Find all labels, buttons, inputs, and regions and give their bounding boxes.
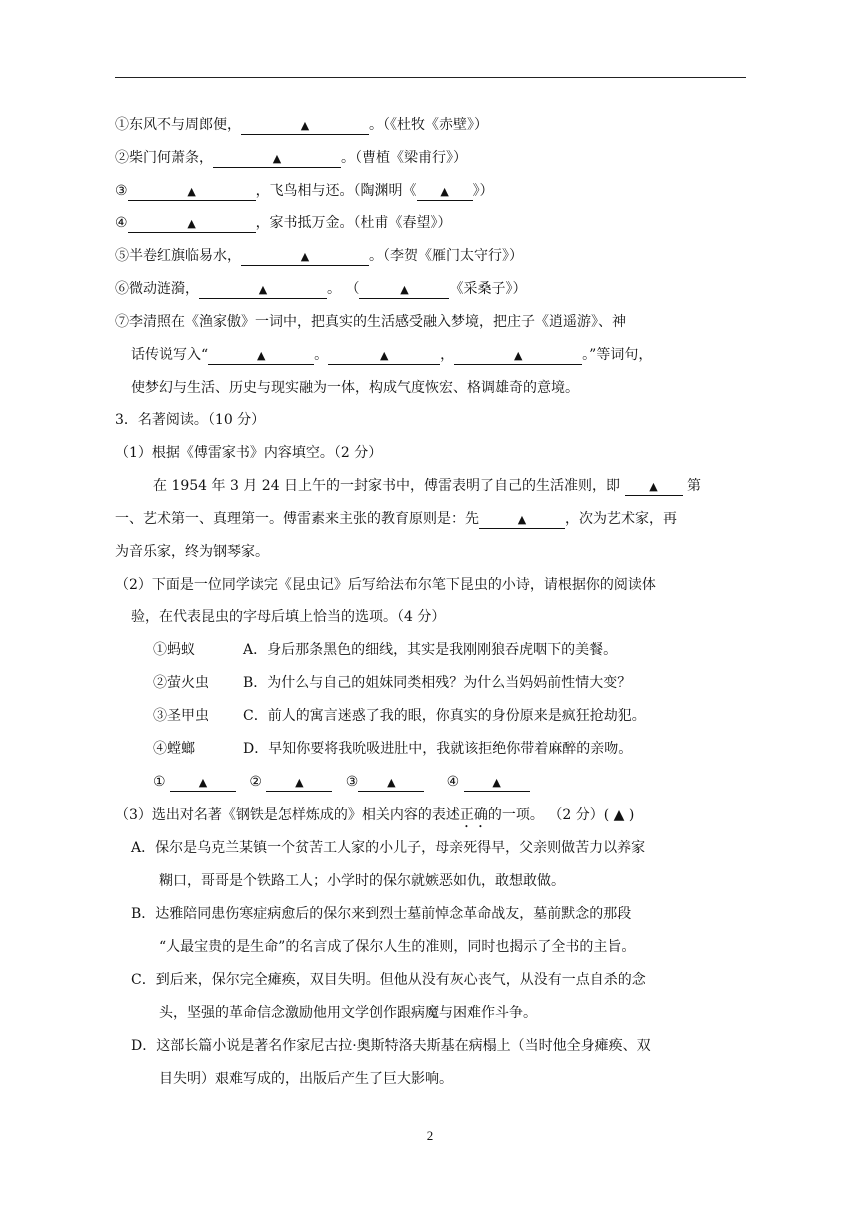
insect-row	[153, 640, 617, 660]
answer-blank[interactable]	[359, 280, 449, 299]
triangle-icon: ▲	[300, 119, 310, 132]
answer-blank[interactable]	[128, 214, 256, 233]
insect-option: C．前人的寓言迷惑了我的眼，你真实的身份原来是疯狂抢劫犯。	[243, 708, 646, 724]
poem-line-7b	[131, 345, 652, 365]
insect-row	[153, 739, 632, 759]
q3-part2-heading-cont: 验，在代表昆虫的字母后填上恰当的选项。（4 分）	[131, 609, 446, 625]
option-d[interactable]: D．这部长篇小说是著名作家尼古拉·奥斯特洛夫斯基在病榻上（当时他全身瘫痪、双	[131, 1038, 651, 1054]
answer-blank[interactable]	[128, 182, 256, 201]
answer-blank[interactable]	[170, 773, 236, 792]
answer-blank[interactable]	[241, 116, 369, 135]
option-a[interactable]: A．保尔是乌克兰某镇一个贫苦工人家的小儿子，母亲死得早，父亲则做苦力以养家	[131, 840, 646, 856]
poem-line-5	[115, 246, 523, 266]
triangle-icon: ▲	[256, 349, 266, 362]
q3-part1-line3: 为音乐家，终为钢琴家。	[115, 544, 269, 560]
insect-label: ③圣甲虫	[153, 708, 209, 724]
option-b-cont: “人最宝贵的是生命”的名言成了保尔人生的准则，同时也揭示了全书的主旨。	[159, 939, 636, 955]
poem-text: ①东风不与周郎便，	[115, 117, 241, 133]
poem-text: ⑥微动涟漪，	[115, 281, 199, 297]
triangle-icon: ▲	[187, 217, 196, 230]
poem-text: ，	[440, 347, 455, 363]
poem-text: 。 （	[327, 281, 360, 297]
option-c[interactable]: C．到后来，保尔完全瘫痪，双目失明。但他从没有灰心丧气，从没有一点自杀的念	[131, 972, 646, 988]
triangle-icon: ▲	[513, 349, 523, 362]
poem-text: 使梦幻与生活、历史与现实融为一体，构成气度恢宏、格调雄奇的意境。	[131, 380, 579, 396]
poem-source: 。（李贺《雁门太守行》）	[369, 248, 523, 264]
question-3-heading: 3．名著阅读。（10 分）	[115, 412, 266, 428]
answer-blank[interactable]	[266, 773, 332, 792]
poem-text: ⑦李清照在《渔家傲》一词中，把真实的生活感受融入梦境，把庄子《逍遥游》、神	[115, 314, 626, 330]
insect-option: A．身后那条黑色的细线，其实是我刚刚狼吞虎咽下的美餐。	[243, 642, 618, 658]
answer-blank[interactable]	[213, 149, 341, 168]
answer-blank[interactable]	[358, 773, 424, 792]
poem-source: 。（曹植《梁甫行》）	[341, 150, 467, 166]
poem-source: 《采桑子》）	[449, 281, 527, 297]
answer-blank[interactable]	[241, 247, 369, 266]
poem-source: 》）	[472, 183, 494, 199]
poem-text: 。”等词句，	[582, 347, 653, 363]
poem-source: ，飞鸟相与还。（陶渊明《	[255, 183, 417, 199]
page-number: 2	[426, 1128, 434, 1143]
poem-text: ②柴门何萧条，	[115, 150, 213, 166]
poem-line-4	[115, 213, 452, 233]
answer-blank[interactable]	[454, 346, 582, 365]
poem-source: 。（《杜牧《赤壁》）	[369, 117, 488, 133]
q3-part1-line1: 在 1954 年 3 月 24 日上午的一封家书中，傅雷表明了自己的生活准则，即 ▲ 第	[153, 478, 701, 494]
triangle-icon: ▲	[295, 776, 304, 789]
answer-blank[interactable]	[464, 773, 530, 792]
insect-option: D．早知你要将我吮吸进肚中，我就该拒绝你带着麻醉的亲吻。	[243, 741, 633, 757]
q3-part2-heading: （2）下面是一位同学读完《昆虫记》后写给法布尔笔下昆虫的小诗，请根据你的阅读体	[115, 577, 656, 593]
option-a-cont: 糊口，哥哥是个铁路工人；小学时的保尔就嫉恶如仇，敢想敢做。	[159, 873, 565, 889]
insect-label: ④螳螂	[153, 741, 195, 757]
q3-part1-heading: （1）根据《傅雷家书》内容填空。（2 分）	[115, 445, 383, 461]
triangle-icon: ▲	[300, 250, 310, 263]
answer-blank[interactable]	[328, 346, 440, 365]
poem-text: ④	[115, 215, 128, 231]
poem-line-6	[115, 279, 526, 299]
triangle-icon: ▲	[517, 513, 527, 526]
insect-row	[153, 706, 646, 726]
q3-part3-heading: （3）选出对名著《钢铁是怎样炼成的》相关内容的表述正确的一项。 （2 分）( ▲ )	[115, 807, 635, 823]
emphasis-text: 正确	[459, 807, 488, 823]
triangle-icon: ▲	[379, 349, 389, 362]
poem-text: 。	[314, 347, 329, 363]
answer-blank[interactable]	[417, 182, 473, 201]
triangle-icon: ▲	[440, 185, 449, 198]
triangle-icon: ▲	[387, 776, 396, 789]
poem-line-7a	[115, 312, 626, 332]
option-b[interactable]: B．达雅陪同患伤寒症病愈后的保尔来到烈士墓前悼念革命战友，墓前默念的那段	[131, 906, 632, 922]
header-rule	[115, 77, 746, 78]
option-c-cont: 头，坚强的革命信念激励他用文学创作跟病魔与困难作斗争。	[159, 1005, 537, 1021]
triangle-icon: ▲	[258, 283, 268, 296]
option-d-cont: 目失明）艰难写成的，出版后产生了巨大影响。	[159, 1071, 453, 1087]
answer-blank[interactable]	[625, 477, 683, 496]
answer-blank[interactable]	[199, 280, 327, 299]
answer-blank[interactable]	[479, 510, 565, 529]
poem-text: 话传说写入“	[131, 347, 209, 363]
insect-answer-row: ① ▲ ② ▲ ③ ▲ ④ ▲	[153, 772, 530, 792]
triangle-icon: ▲	[198, 776, 208, 789]
triangle-icon: ▲	[272, 152, 282, 165]
poem-source: ，家书抵万金。（杜甫《春望》）	[255, 215, 452, 231]
poem-line-2	[115, 148, 467, 168]
insect-label: ②萤火虫	[153, 675, 209, 691]
insect-label: ①蚂蚁	[153, 642, 195, 658]
poem-line-1	[115, 115, 488, 135]
triangle-icon: ▲	[492, 776, 501, 789]
q3-part1-line2: 一、艺术第一、真理第一。傅雷素来主张的教育原则是：先 ▲ ，次为艺术家，再	[115, 511, 677, 527]
triangle-icon: ▲	[187, 185, 196, 198]
poem-text: ③	[115, 183, 128, 199]
insect-option: B．为什么与自己的姐妹同类相残？为什么当妈妈前性情大变？	[243, 675, 632, 691]
triangle-icon: ▲	[649, 480, 658, 493]
poem-line-7c	[131, 378, 579, 398]
poem-line-3	[115, 181, 494, 201]
triangle-icon: ▲	[400, 283, 409, 296]
poem-text: ⑤半卷红旗临易水，	[115, 248, 241, 264]
insect-row	[153, 673, 631, 693]
answer-blank[interactable]	[208, 346, 314, 365]
